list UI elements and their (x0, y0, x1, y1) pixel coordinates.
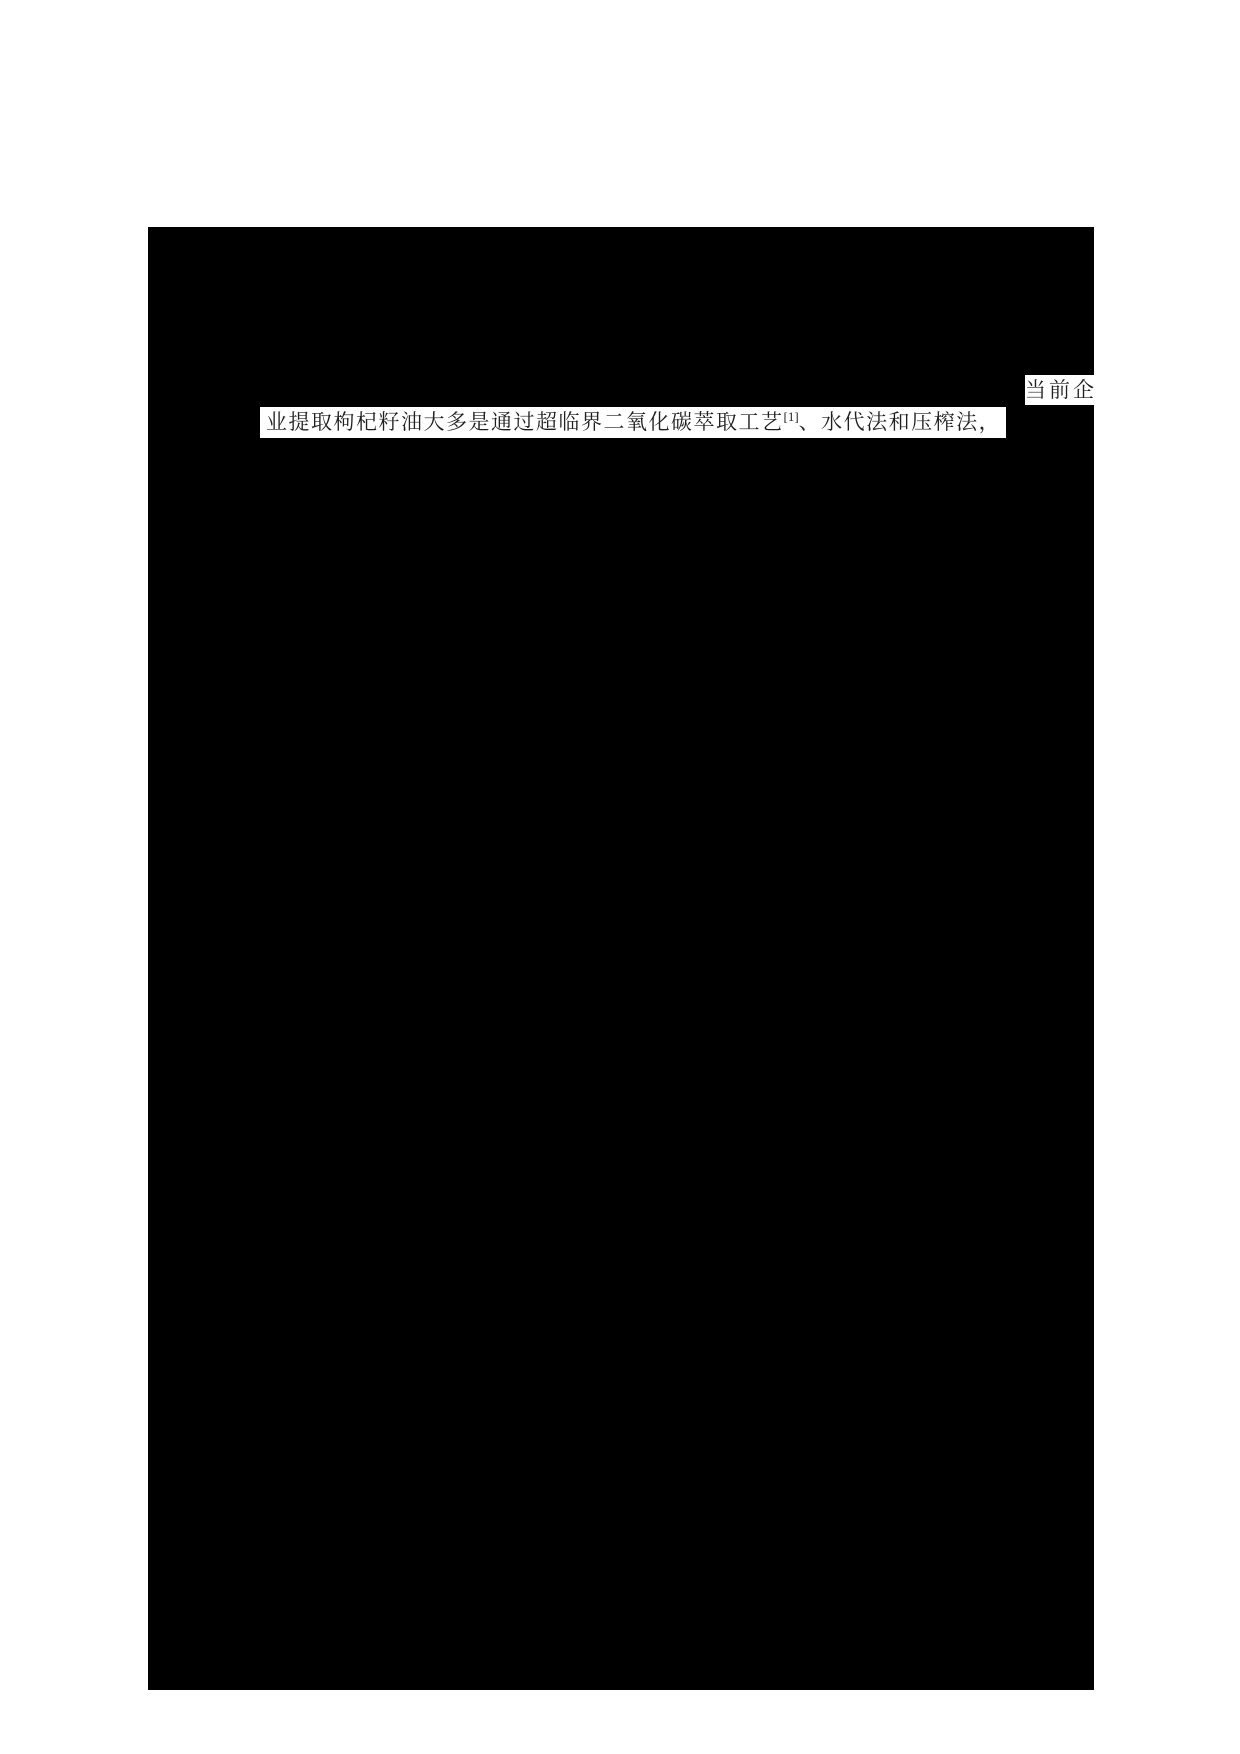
line2-text-after-citation: 、水代法和压榨法， (798, 410, 1002, 434)
line2-text-before-citation: 业提取枸杞籽油大多是通过超临界二氧化碳萃取工艺 (266, 410, 784, 434)
blacked-out-content-region (148, 227, 1097, 1690)
highlighted-text-line2 (260, 407, 1006, 438)
citation-reference: [1] (783, 409, 799, 424)
highlighted-text-line1 (1025, 375, 1097, 405)
highlighted-text-line1-text: 当前企 (1025, 378, 1097, 402)
